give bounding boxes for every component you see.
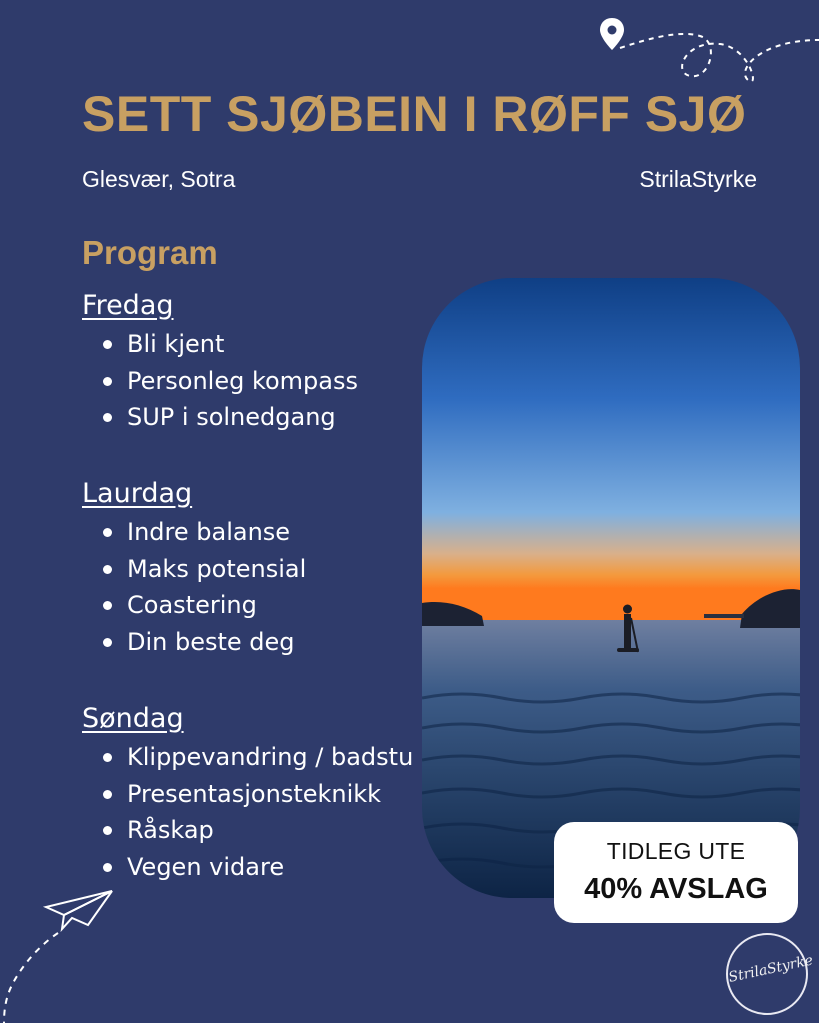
page-title: SETT SJØBEIN I RØFF SJØ bbox=[82, 86, 747, 142]
paper-plane-icon bbox=[0, 885, 120, 1023]
program-heading: Program bbox=[82, 234, 218, 271]
list-item: SUP i solnedgang bbox=[82, 399, 358, 436]
brand-label: StrilaStyrke bbox=[639, 166, 757, 192]
list-item: Din beste deg bbox=[82, 624, 306, 661]
brand-stamp-logo bbox=[726, 933, 815, 1015]
list-item: Maks potensial bbox=[82, 551, 306, 588]
day-block-laurdag bbox=[82, 476, 306, 660]
day-block-sondag bbox=[82, 701, 413, 885]
item-list bbox=[82, 326, 358, 436]
sunset-sup-photo bbox=[422, 278, 800, 898]
day-title: Laurdag bbox=[82, 478, 193, 509]
day-block-fredag bbox=[82, 288, 358, 436]
list-item: Indre balanse bbox=[82, 514, 306, 551]
item-list bbox=[82, 739, 413, 885]
badge-line-early: TIDLEG UTE bbox=[606, 838, 746, 864]
day-title: Fredag bbox=[82, 290, 174, 321]
list-item: Coastering bbox=[82, 587, 306, 624]
stamp-text: StrilaStyrke bbox=[727, 952, 815, 986]
day-title: Søndag bbox=[82, 703, 184, 734]
list-item: Bli kjent bbox=[82, 326, 358, 363]
list-item: Vegen vidare bbox=[82, 849, 413, 886]
badge-line-discount: 40% AVSLAG bbox=[584, 873, 768, 905]
list-item: Råskap bbox=[82, 812, 413, 849]
early-bird-badge bbox=[554, 822, 798, 923]
location-pin-icon bbox=[590, 10, 819, 90]
location-label: Glesvær, Sotra bbox=[82, 166, 236, 192]
item-list bbox=[82, 514, 306, 660]
list-item: Personleg kompass bbox=[82, 363, 358, 400]
list-item: Presentasjonsteknikk bbox=[82, 776, 413, 813]
list-item: Klippevandring / badstu bbox=[82, 739, 413, 776]
